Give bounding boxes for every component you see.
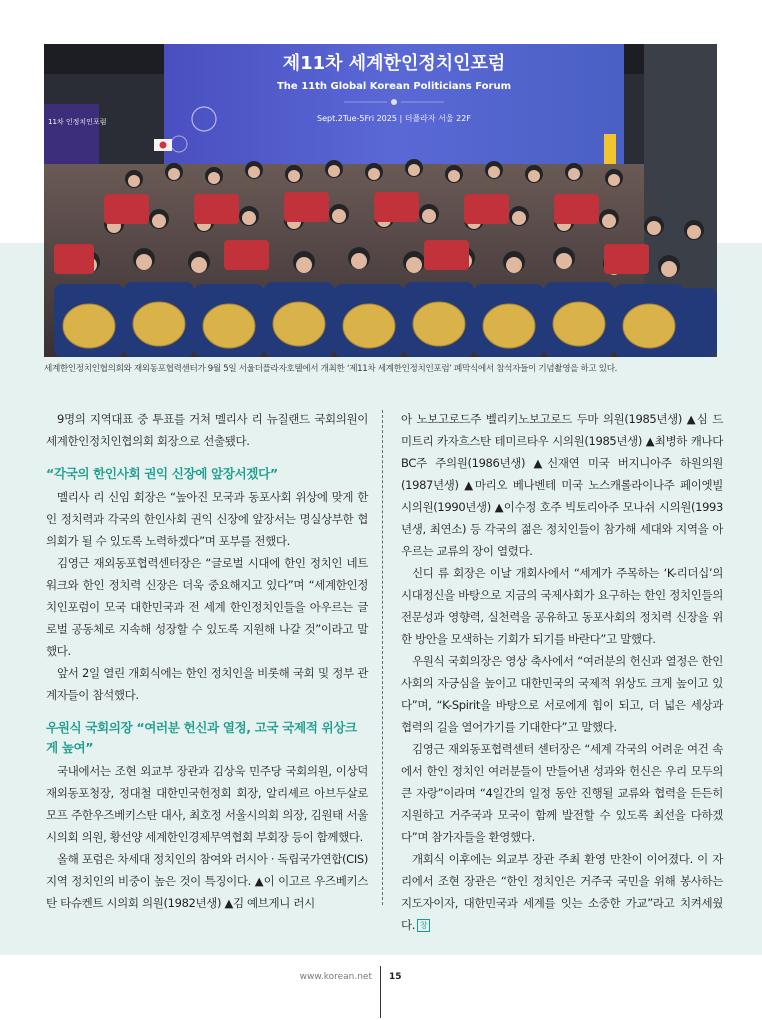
left-column: [46, 408, 368, 914]
paragraph: [401, 848, 723, 936]
subheading: “각국의 한인사회 권익 신장에 앞장서겠다”: [46, 466, 278, 481]
paragraph: 올해 포럼은 차세대 정치인의 참여와 러시아 · 독립국가연합(CIS) 지역 정치인의 비중이 높은 것이 특징이다. ▲이 이고르 우즈베키스탄 타슈켄트 시의회 의원(1982년생) ▲김 예브게니 러시: [46, 852, 368, 910]
paragraph: 9명의 지역대표 중 투표를 거쳐 멜리사 리 뉴질랜드 국회의원이 세계한인정치인협의회 회장으로 선출됐다.: [46, 412, 368, 448]
group-photo: [44, 44, 717, 357]
page-number: 15: [389, 972, 402, 982]
paragraph: 앞서 2일 열린 개회식에는 한인 정치인을 비롯해 국회 및 정부 관계자들이 참석했다.: [46, 666, 368, 702]
footer-separator: [380, 966, 381, 1018]
column-divider: [382, 410, 383, 905]
paragraph: 멜리사 리 신임 회장은 “높아진 모국과 동포사회 위상에 맞게 한인 정치력과 각국의 한인사회 권익 신장에 앞장서는 명실상부한 협의회가 될 수 있도록 노력하겠다”며 포부를 전했다.: [46, 490, 368, 548]
paragraph: 김영근 재외동포협력센터장은 “글로벌 시대에 한인 정치인 네트워크와 한인 정치력 신장은 더욱 중요해지고 있다”며 “세계한인정치인포럼이 모국 대한민국과 전 세계 한인정치인들을 아우르는 글로벌 공동체로 지속해 성장할 수 있도록 지원해 나갈 것”이라고 말했다.: [46, 556, 368, 658]
end-mark-icon: 창: [417, 919, 430, 932]
footer-url: www.korean.net: [299, 972, 372, 982]
paragraph: 신디 류 회장은 이날 개회사에서 “세계가 주목하는 ‘K-리더십’의 시대정신을 바탕으로 지금의 국제사회가 요구하는 한인 정치인들의 전문성과 영향력, 실천력을 공유하고 동포사회의 정치력 신장을 위한 방안을 모색하는 기회가 되기를 바란다”고 말했다.: [401, 566, 723, 646]
banner-subtitle: The 11th Global Korean Politicians Forum: [276, 81, 512, 92]
paragraph: 우원식 국회의장은 영상 축사에서 “여러분의 헌신과 열정은 한인사회의 자긍심을 높이고 대한민국의 국제적 위상도 크게 높이고 있다”며, “K-Spirit을 바탕으로 서로에게 힘이 되고, 더 넓은 세상과 협력의 길을 열어가기를 기대한다”고 말했다.: [401, 654, 723, 734]
paragraph: 국내에서는 조현 외교부 장관과 김상욱 민주당 국회의원, 이상덕 재외동포청장, 정대철 대한민국헌정회 회장, 알리셰르 아브두살로모프 주한우즈베키스탄 대사, 최호정 서울시의회 의장, 김원태 서울시의회 의원, 황선양 세계한인경제무역협회 부회장 등이 함께했다.: [46, 764, 368, 844]
side-sign-text: 11차 인정치인포럼: [48, 118, 107, 126]
photo-caption: 세계한인정치인협의회와 재외동포협력센터가 9월 5일 서울더플라자호텔에서 개최한 ‘제11차 세계한인정치인포럼’ 폐막식에서 참석자들이 기념촬영을 하고 있다.: [44, 364, 618, 374]
right-column: [401, 408, 723, 936]
banner-title: 제11차 세계한인정치인포럼: [282, 53, 506, 74]
paragraph: 아 노보고로드주 벨리키노보고로드 두마 의원(1985년생) ▲심 드미트리 카자흐스탄 테미르타우 시의원(1985년생) ▲최병하 캐나다 BC주 주의원(1986년생) ▲신재연 미국 버지니아주 하원의원(1987년생) ▲마리오 베나벤테 미국 노스캐롤라이나주 페이엣빌 시의원(1990년생) ▲이수정 호주 빅토리아주 모나쉬 시의원(1993년생, 최연소) 등 각국의 젊은 정치인들이 참가해 세대와 지역을 아우르는 교류의 장이 열렸다.: [401, 412, 723, 558]
subheading: 우원식 국회의장 “여러분 헌신과 열정, 고국 국제적 위상크게 높여”: [46, 720, 357, 755]
paragraph: 김영근 재외동포협력센터 센터장은 “세계 각국의 어려운 여건 속에서 한인 정치인 여러분들이 만들어낸 성과와 헌신은 우리 모두의 큰 자랑”이라며 “4일간의 일정 동안 진행될 교류와 협력을 든든히 지원하고 거주국과 모국이 함께 발전할 수 있도록 최선을 다하겠다”며 참가자들을 환영했다.: [401, 742, 723, 844]
closing-paragraph-text: 개회식 이후에는 외교부 장관 주최 환영 만찬이 이어졌다. 이 자리에서 조현 장관은 “한인 정치인은 거주국 국민을 위해 봉사하는 지도자이자, 대한민국과 세계를 잇는 소중한 가교”라고 치켜세웠다.: [401, 852, 723, 932]
crowd: [44, 159, 717, 357]
banner-date: Sept.2Tue-5Fri 2025 | 더플라자 서울 22F: [317, 114, 471, 123]
